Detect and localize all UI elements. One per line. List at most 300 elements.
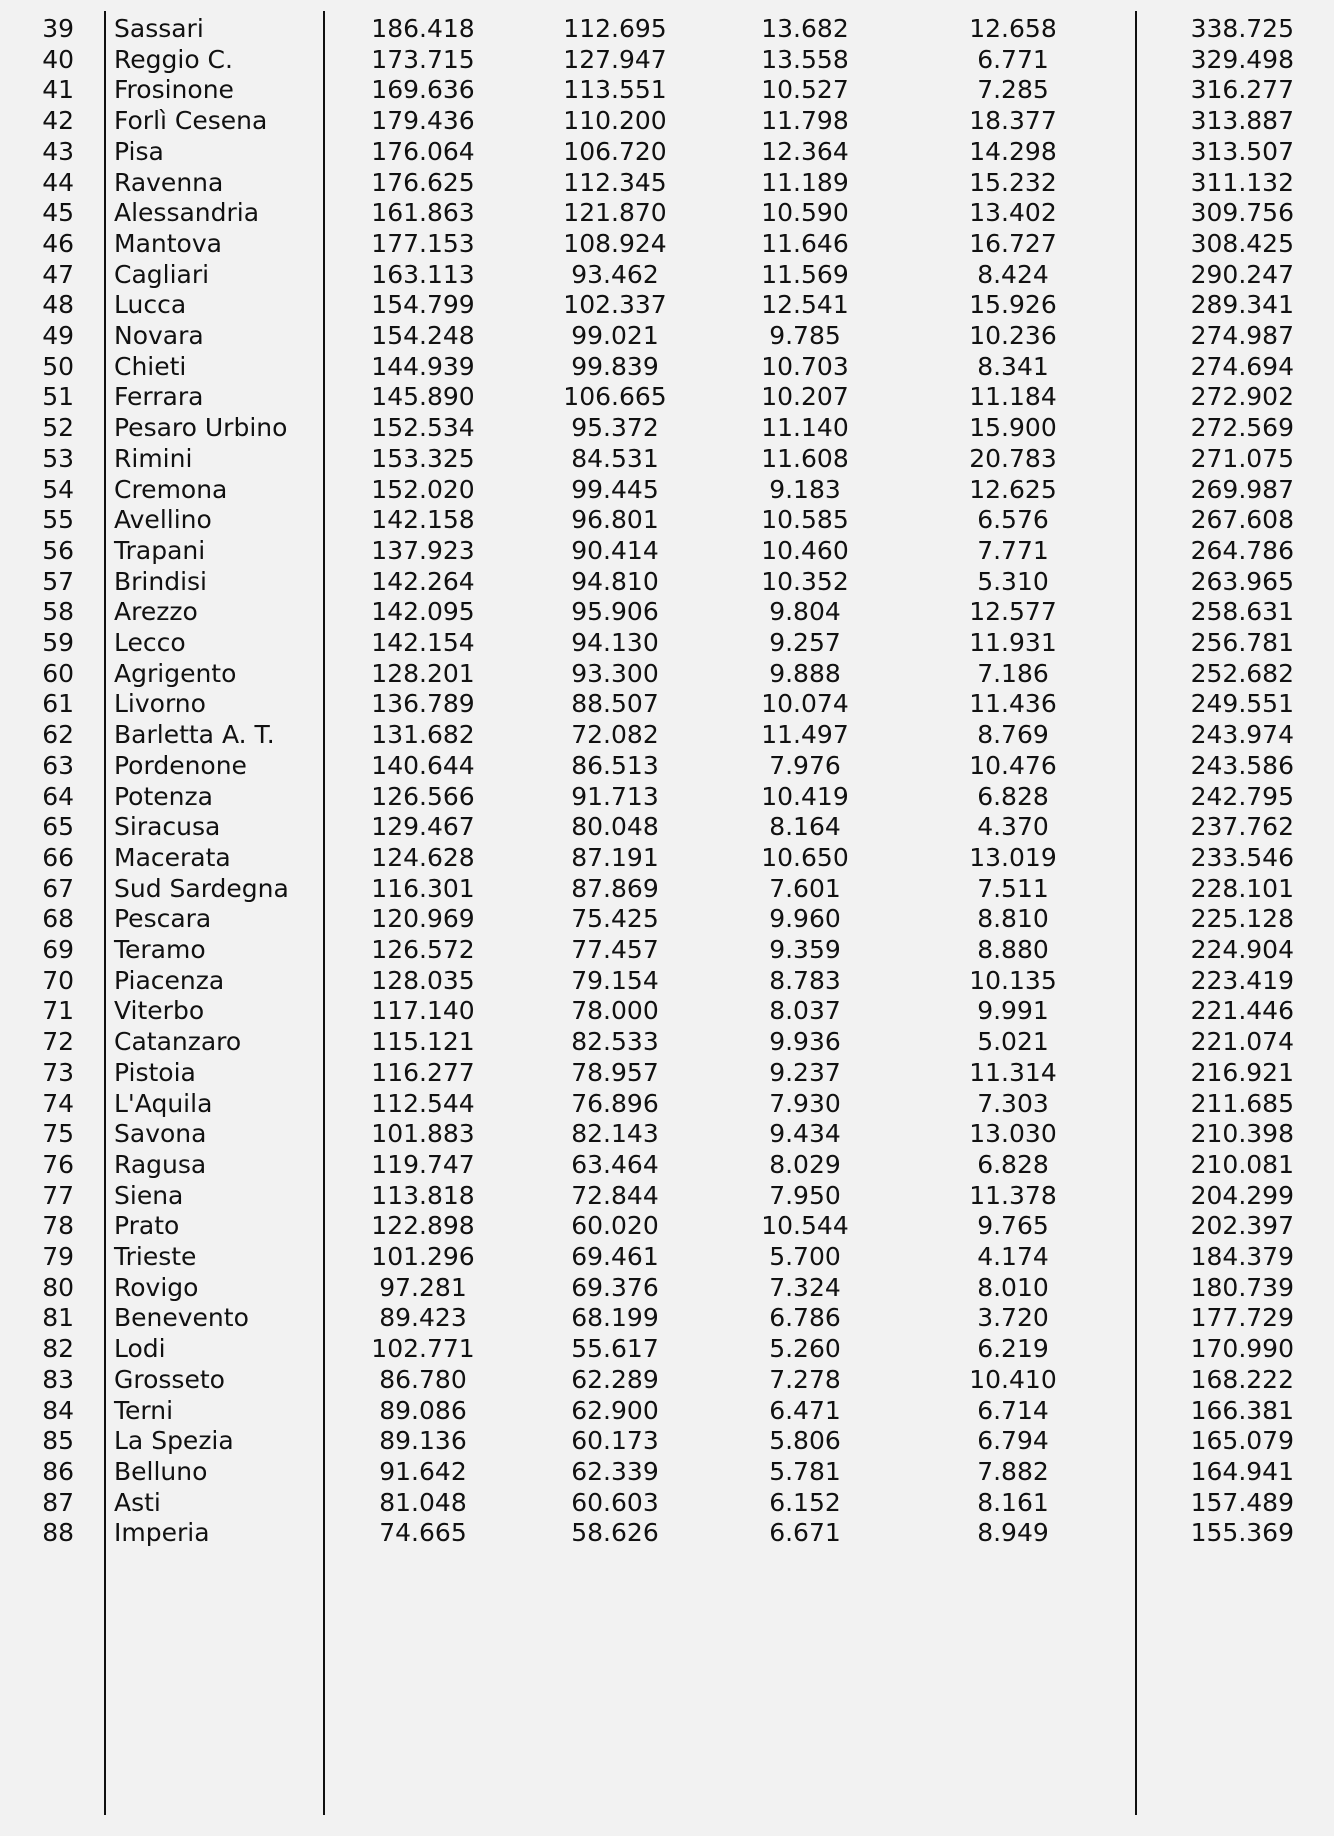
total-cell: 256.781 xyxy=(1190,628,1294,657)
value-1-cell: 122.898 xyxy=(371,1211,475,1241)
value-3-cell: 7.601 xyxy=(769,873,841,903)
value-4-cell: 6.771 xyxy=(977,44,1049,74)
rank-cell: 85 xyxy=(42,1426,74,1456)
value-2-cell: 63.464 xyxy=(571,1149,659,1179)
value-4-cell: 9.991 xyxy=(977,996,1049,1026)
rank-cell: 68 xyxy=(42,904,74,934)
total-cell: 243.974 xyxy=(1190,720,1294,750)
value-4-cell: 11.314 xyxy=(969,1057,1057,1087)
value-2-cell: 121.870 xyxy=(563,198,667,228)
value-3-cell: 8.029 xyxy=(769,1149,841,1179)
value-3-cell: 12.364 xyxy=(761,136,849,166)
value-4-cell: 11.436 xyxy=(969,689,1057,719)
rank-cell: 50 xyxy=(42,351,74,381)
total-cell: 274.987 xyxy=(1190,321,1294,350)
province-name-cell: Macerata xyxy=(114,842,231,872)
rank-cell: 48 xyxy=(42,290,74,320)
province-name-cell: Rimini xyxy=(114,443,193,473)
total-cell: 338.725 xyxy=(1190,14,1294,43)
total-cell: 313.507 xyxy=(1190,136,1294,166)
rank-cell: 88 xyxy=(42,1518,74,1548)
rank-cell: 75 xyxy=(42,1119,74,1149)
value-2-cell: 86.513 xyxy=(571,750,659,780)
value-4-cell: 6.828 xyxy=(977,1149,1049,1179)
value-4-cell: 8.424 xyxy=(977,259,1049,289)
value-4-cell: 10.135 xyxy=(969,965,1057,995)
value-1-cell: 136.789 xyxy=(371,689,475,719)
value-4-cell: 13.019 xyxy=(969,842,1057,872)
value-4-cell: 13.402 xyxy=(969,198,1057,228)
value-3-cell: 6.786 xyxy=(769,1303,841,1333)
province-name-cell: Lucca xyxy=(114,290,187,320)
province-name-cell: Catanzaro xyxy=(114,1027,242,1057)
value-4-cell: 6.828 xyxy=(977,781,1049,811)
rank-cell: 43 xyxy=(42,136,74,166)
value-3-cell: 9.434 xyxy=(769,1119,841,1149)
value-4-cell: 15.232 xyxy=(969,167,1057,197)
value-2-cell: 102.337 xyxy=(563,290,667,320)
total-cell: 221.446 xyxy=(1190,996,1294,1026)
value-3-cell: 7.950 xyxy=(769,1180,841,1210)
value-1-cell: 101.296 xyxy=(371,1242,475,1271)
total-cell: 311.132 xyxy=(1190,167,1294,197)
rank-cell: 66 xyxy=(42,842,74,872)
value-4-cell: 7.771 xyxy=(977,535,1049,565)
value-4-cell: 20.783 xyxy=(969,443,1057,473)
total-cell: 289.341 xyxy=(1190,290,1294,320)
value-1-cell: 169.636 xyxy=(371,75,475,105)
value-1-cell: 145.890 xyxy=(371,382,475,412)
value-1-cell: 97.281 xyxy=(379,1272,467,1302)
value-2-cell: 69.376 xyxy=(571,1272,659,1302)
value-1-cell: 140.644 xyxy=(371,750,475,780)
value-3-cell: 6.471 xyxy=(769,1395,841,1425)
rank-cell: 52 xyxy=(42,413,74,443)
total-cell: 233.546 xyxy=(1190,842,1294,872)
value-2-cell: 93.462 xyxy=(571,259,659,289)
total-cell: 272.569 xyxy=(1190,413,1294,443)
value-1-cell: 74.665 xyxy=(379,1518,467,1548)
province-name-cell: Siena xyxy=(114,1180,184,1210)
value-1-cell: 128.201 xyxy=(371,658,475,688)
province-name-cell: Potenza xyxy=(114,781,213,811)
province-name-cell: Reggio C. xyxy=(114,44,233,74)
value-3-cell: 9.936 xyxy=(769,1027,841,1057)
value-3-cell: 10.703 xyxy=(761,351,849,381)
total-cell: 316.277 xyxy=(1190,75,1294,105)
rank-cell: 70 xyxy=(42,965,74,995)
province-name-cell: Terni xyxy=(114,1395,174,1425)
value-1-cell: 119.747 xyxy=(371,1149,475,1179)
total-cell: 164.941 xyxy=(1190,1456,1294,1486)
rank-cell: 62 xyxy=(42,720,74,750)
rank-cell: 78 xyxy=(42,1211,74,1241)
total-cell: 180.739 xyxy=(1190,1272,1294,1302)
value-2-cell: 60.603 xyxy=(571,1487,659,1517)
total-cell: 168.222 xyxy=(1190,1364,1294,1394)
value-1-cell: 177.153 xyxy=(371,228,475,258)
total-cell: 210.081 xyxy=(1190,1149,1294,1179)
value-1-cell: 163.113 xyxy=(371,259,475,289)
province-name-cell: Belluno xyxy=(114,1456,208,1486)
rank-cell: 74 xyxy=(42,1088,74,1118)
value-3-cell: 11.608 xyxy=(761,443,849,473)
value-3-cell: 13.558 xyxy=(761,44,849,74)
rank-cell: 39 xyxy=(42,14,74,43)
value-2-cell: 78.000 xyxy=(571,996,659,1026)
value-1-cell: 142.158 xyxy=(371,505,475,535)
province-name-cell: Ragusa xyxy=(114,1149,207,1179)
value-2-cell: 94.810 xyxy=(571,566,659,596)
value-3-cell: 11.189 xyxy=(761,167,849,197)
rank-cell: 77 xyxy=(42,1180,74,1210)
total-cell: 202.397 xyxy=(1190,1211,1294,1241)
value-2-cell: 127.947 xyxy=(563,44,667,74)
value-3-cell: 8.783 xyxy=(769,965,841,995)
value-4-cell: 4.174 xyxy=(977,1242,1049,1271)
total-cell: 274.694 xyxy=(1190,351,1294,381)
total-cell: 165.079 xyxy=(1190,1426,1294,1456)
rank-cell: 82 xyxy=(42,1334,74,1364)
value-2-cell: 108.924 xyxy=(563,228,667,258)
value-4-cell: 11.378 xyxy=(969,1180,1057,1210)
value-2-cell: 93.300 xyxy=(571,658,659,688)
value-2-cell: 87.191 xyxy=(571,842,659,872)
value-1-cell: 126.566 xyxy=(371,781,475,811)
total-cell: 204.299 xyxy=(1190,1180,1294,1210)
value-2-cell: 58.626 xyxy=(571,1518,659,1548)
value-1-cell: 124.628 xyxy=(371,842,475,872)
value-1-cell: 117.140 xyxy=(371,996,475,1026)
value-3-cell: 9.257 xyxy=(769,628,841,657)
total-cell: 210.398 xyxy=(1190,1119,1294,1149)
data-table xyxy=(0,11,1334,1815)
total-cell: 155.369 xyxy=(1190,1518,1294,1548)
province-name-cell: Barletta A. T. xyxy=(114,720,275,750)
value-4-cell: 8.161 xyxy=(977,1487,1049,1517)
total-cell: 252.682 xyxy=(1190,658,1294,688)
rank-cell: 44 xyxy=(42,167,74,197)
value-1-cell: 152.020 xyxy=(371,474,475,504)
value-3-cell: 9.888 xyxy=(769,658,841,688)
value-4-cell: 8.810 xyxy=(977,904,1049,934)
total-cell: 211.685 xyxy=(1190,1088,1294,1118)
total-cell: 216.921 xyxy=(1190,1057,1294,1087)
rank-cell: 81 xyxy=(42,1303,74,1333)
value-4-cell: 15.900 xyxy=(969,413,1057,443)
value-3-cell: 10.460 xyxy=(761,535,849,565)
value-4-cell: 8.949 xyxy=(977,1518,1049,1548)
value-1-cell: 91.642 xyxy=(379,1456,467,1486)
total-cell: 170.990 xyxy=(1190,1334,1294,1364)
value-1-cell: 128.035 xyxy=(371,965,475,995)
value-2-cell: 68.199 xyxy=(571,1303,659,1333)
total-cell: 267.608 xyxy=(1190,505,1294,535)
value-4-cell: 4.370 xyxy=(977,812,1049,842)
value-2-cell: 76.896 xyxy=(571,1088,659,1118)
value-2-cell: 88.507 xyxy=(571,689,659,719)
total-cell: 177.729 xyxy=(1190,1303,1294,1333)
value-2-cell: 77.457 xyxy=(571,935,659,964)
value-3-cell: 5.781 xyxy=(769,1456,841,1486)
value-1-cell: 153.325 xyxy=(371,443,475,473)
value-1-cell: 176.064 xyxy=(371,136,475,166)
total-cell: 271.075 xyxy=(1190,443,1294,473)
total-cell: 258.631 xyxy=(1190,597,1294,627)
value-4-cell: 6.714 xyxy=(977,1395,1049,1425)
province-name-cell: Arezzo xyxy=(114,597,198,627)
value-3-cell: 10.074 xyxy=(761,689,849,719)
value-1-cell: 154.799 xyxy=(371,290,475,320)
value-4-cell: 8.010 xyxy=(977,1272,1049,1302)
value-3-cell: 10.419 xyxy=(761,781,849,811)
value-2-cell: 91.713 xyxy=(571,781,659,811)
value-2-cell: 72.844 xyxy=(571,1180,659,1210)
value-4-cell: 9.765 xyxy=(977,1211,1049,1241)
rank-cell: 79 xyxy=(42,1242,74,1271)
province-name-cell: Pisa xyxy=(114,136,164,166)
value-2-cell: 99.839 xyxy=(571,351,659,381)
rank-cell: 59 xyxy=(42,628,74,657)
value-1-cell: 131.682 xyxy=(371,720,475,750)
rank-cell: 41 xyxy=(42,75,74,105)
total-cell: 308.425 xyxy=(1190,228,1294,258)
total-cell: 242.795 xyxy=(1190,781,1294,811)
rank-cell: 53 xyxy=(42,443,74,473)
rank-cell: 58 xyxy=(42,597,74,627)
province-name-cell: Forlì Cesena xyxy=(114,106,268,136)
value-1-cell: 173.715 xyxy=(371,44,475,74)
value-2-cell: 60.173 xyxy=(571,1426,659,1456)
value-2-cell: 69.461 xyxy=(571,1242,659,1271)
value-4-cell: 10.476 xyxy=(969,750,1057,780)
value-2-cell: 55.617 xyxy=(571,1334,659,1364)
value-2-cell: 95.372 xyxy=(571,413,659,443)
province-name-cell: Rovigo xyxy=(114,1272,199,1302)
province-name-cell: Asti xyxy=(114,1487,161,1517)
rank-cell: 46 xyxy=(42,228,74,258)
value-1-cell: 186.418 xyxy=(371,14,475,43)
province-name-cell: Viterbo xyxy=(114,996,205,1026)
rank-cell: 56 xyxy=(42,535,74,565)
province-name-cell: Sud Sardegna xyxy=(114,873,289,903)
province-name-cell: Pordenone xyxy=(114,750,247,780)
value-4-cell: 8.769 xyxy=(977,720,1049,750)
rank-cell: 55 xyxy=(42,505,74,535)
total-cell: 249.551 xyxy=(1190,689,1294,719)
province-name-cell: Lodi xyxy=(114,1334,166,1364)
province-name-cell: Ravenna xyxy=(114,167,224,197)
province-name-cell: Lecco xyxy=(114,628,186,657)
value-3-cell: 9.785 xyxy=(769,321,841,350)
province-name-cell: Mantova xyxy=(114,228,222,258)
province-name-cell: Livorno xyxy=(114,689,206,719)
value-1-cell: 81.048 xyxy=(379,1487,467,1517)
value-2-cell: 96.801 xyxy=(571,505,659,535)
total-cell: 225.128 xyxy=(1190,904,1294,934)
province-name-cell: Chieti xyxy=(114,351,187,381)
value-3-cell: 5.700 xyxy=(769,1242,841,1271)
province-name-cell: Frosinone xyxy=(114,75,234,105)
value-4-cell: 10.410 xyxy=(969,1364,1057,1394)
value-2-cell: 79.154 xyxy=(571,965,659,995)
value-1-cell: 176.625 xyxy=(371,167,475,197)
value-3-cell: 11.646 xyxy=(761,228,849,258)
total-cell: 269.987 xyxy=(1190,474,1294,504)
value-2-cell: 99.021 xyxy=(571,321,659,350)
total-cell: 290.247 xyxy=(1190,259,1294,289)
rank-cell: 83 xyxy=(42,1364,74,1394)
value-4-cell: 7.303 xyxy=(977,1088,1049,1118)
total-cell: 309.756 xyxy=(1190,198,1294,228)
province-name-cell: Teramo xyxy=(114,935,206,964)
value-4-cell: 12.658 xyxy=(969,14,1057,43)
value-1-cell: 116.277 xyxy=(371,1057,475,1087)
province-name-cell: Novara xyxy=(114,321,204,350)
province-name-cell: La Spezia xyxy=(114,1426,234,1456)
value-1-cell: 179.436 xyxy=(371,106,475,136)
value-4-cell: 7.511 xyxy=(977,873,1049,903)
value-3-cell: 9.359 xyxy=(769,935,841,964)
total-cell: 184.379 xyxy=(1190,1242,1294,1271)
total-cell: 263.965 xyxy=(1190,566,1294,596)
value-4-cell: 15.926 xyxy=(969,290,1057,320)
value-2-cell: 80.048 xyxy=(571,812,659,842)
value-3-cell: 10.590 xyxy=(761,198,849,228)
value-3-cell: 8.164 xyxy=(769,812,841,842)
total-cell: 264.786 xyxy=(1190,535,1294,565)
value-1-cell: 126.572 xyxy=(371,935,475,964)
value-2-cell: 95.906 xyxy=(571,597,659,627)
value-2-cell: 94.130 xyxy=(571,628,659,657)
value-4-cell: 11.931 xyxy=(969,628,1057,657)
rank-cell: 45 xyxy=(42,198,74,228)
value-2-cell: 112.695 xyxy=(563,14,667,43)
rank-cell: 86 xyxy=(42,1456,74,1486)
value-3-cell: 9.237 xyxy=(769,1057,841,1087)
value-2-cell: 62.289 xyxy=(571,1364,659,1394)
value-1-cell: 137.923 xyxy=(371,535,475,565)
value-4-cell: 14.298 xyxy=(969,136,1057,166)
value-4-cell: 10.236 xyxy=(969,321,1057,350)
value-4-cell: 7.882 xyxy=(977,1456,1049,1486)
value-3-cell: 5.806 xyxy=(769,1426,841,1456)
value-4-cell: 16.727 xyxy=(969,228,1057,258)
rank-cell: 54 xyxy=(42,474,74,504)
province-name-cell: Agrigento xyxy=(114,658,237,688)
value-3-cell: 6.671 xyxy=(769,1518,841,1548)
value-2-cell: 106.720 xyxy=(563,136,667,166)
value-3-cell: 10.527 xyxy=(761,75,849,105)
value-2-cell: 110.200 xyxy=(563,106,667,136)
rank-cell: 87 xyxy=(42,1487,74,1517)
value-4-cell: 6.219 xyxy=(977,1334,1049,1364)
value-3-cell: 10.544 xyxy=(761,1211,849,1241)
value-1-cell: 102.771 xyxy=(371,1334,475,1364)
value-2-cell: 106.665 xyxy=(563,382,667,412)
value-4-cell: 3.720 xyxy=(977,1303,1049,1333)
value-1-cell: 86.780 xyxy=(379,1364,467,1394)
province-name-cell: Imperia xyxy=(114,1518,210,1548)
province-name-cell: Grosseto xyxy=(114,1364,225,1394)
total-cell: 272.902 xyxy=(1190,382,1294,412)
rank-cell: 72 xyxy=(42,1027,74,1057)
rank-cell: 80 xyxy=(42,1272,74,1302)
value-3-cell: 11.140 xyxy=(761,413,849,443)
value-2-cell: 62.339 xyxy=(571,1456,659,1486)
rank-cell: 64 xyxy=(42,781,74,811)
rank-cell: 63 xyxy=(42,750,74,780)
rank-cell: 71 xyxy=(42,996,74,1026)
value-2-cell: 90.414 xyxy=(571,535,659,565)
rank-cell: 49 xyxy=(42,321,74,350)
rank-cell: 73 xyxy=(42,1057,74,1087)
value-2-cell: 99.445 xyxy=(571,474,659,504)
value-1-cell: 142.154 xyxy=(371,628,475,657)
province-name-cell: Pistoia xyxy=(114,1057,196,1087)
value-1-cell: 142.095 xyxy=(371,597,475,627)
total-cell: 228.101 xyxy=(1190,873,1294,903)
rank-cell: 65 xyxy=(42,812,74,842)
value-3-cell: 10.207 xyxy=(761,382,849,412)
value-3-cell: 10.650 xyxy=(761,842,849,872)
province-name-cell: Piacenza xyxy=(114,965,225,995)
total-cell: 329.498 xyxy=(1190,44,1294,74)
value-1-cell: 120.969 xyxy=(371,904,475,934)
value-3-cell: 7.278 xyxy=(769,1364,841,1394)
value-3-cell: 11.497 xyxy=(761,720,849,750)
total-cell: 313.887 xyxy=(1190,106,1294,136)
value-2-cell: 75.425 xyxy=(571,904,659,934)
total-cell: 157.489 xyxy=(1190,1487,1294,1517)
province-name-cell: Sassari xyxy=(114,14,204,43)
value-1-cell: 89.136 xyxy=(379,1426,467,1456)
province-name-cell: Avellino xyxy=(114,505,212,535)
value-3-cell: 6.152 xyxy=(769,1487,841,1517)
total-cell: 221.074 xyxy=(1190,1027,1294,1057)
rank-cell: 67 xyxy=(42,873,74,903)
value-3-cell: 7.930 xyxy=(769,1088,841,1118)
value-3-cell: 9.960 xyxy=(769,904,841,934)
rank-cell: 57 xyxy=(42,566,74,596)
rank-cell: 60 xyxy=(42,658,74,688)
value-4-cell: 6.576 xyxy=(977,505,1049,535)
value-1-cell: 142.264 xyxy=(371,566,475,596)
rank-cell: 40 xyxy=(42,44,74,74)
value-3-cell: 5.260 xyxy=(769,1334,841,1364)
value-1-cell: 89.086 xyxy=(379,1395,467,1425)
value-1-cell: 152.534 xyxy=(371,413,475,443)
value-1-cell: 115.121 xyxy=(371,1027,475,1057)
rank-cell: 47 xyxy=(42,259,74,289)
value-4-cell: 8.341 xyxy=(977,351,1049,381)
value-2-cell: 72.082 xyxy=(571,720,659,750)
province-name-cell: Trieste xyxy=(114,1242,197,1271)
total-cell: 243.586 xyxy=(1190,750,1294,780)
value-1-cell: 116.301 xyxy=(371,873,475,903)
value-3-cell: 9.804 xyxy=(769,597,841,627)
value-3-cell: 11.569 xyxy=(761,259,849,289)
value-4-cell: 11.184 xyxy=(969,382,1057,412)
value-2-cell: 78.957 xyxy=(571,1057,659,1087)
value-1-cell: 154.248 xyxy=(371,321,475,350)
value-4-cell: 5.021 xyxy=(977,1027,1049,1057)
value-4-cell: 7.186 xyxy=(977,658,1049,688)
value-2-cell: 82.143 xyxy=(571,1119,659,1149)
value-1-cell: 112.544 xyxy=(371,1088,475,1118)
rank-cell: 42 xyxy=(42,106,74,136)
total-cell: 224.904 xyxy=(1190,935,1294,964)
